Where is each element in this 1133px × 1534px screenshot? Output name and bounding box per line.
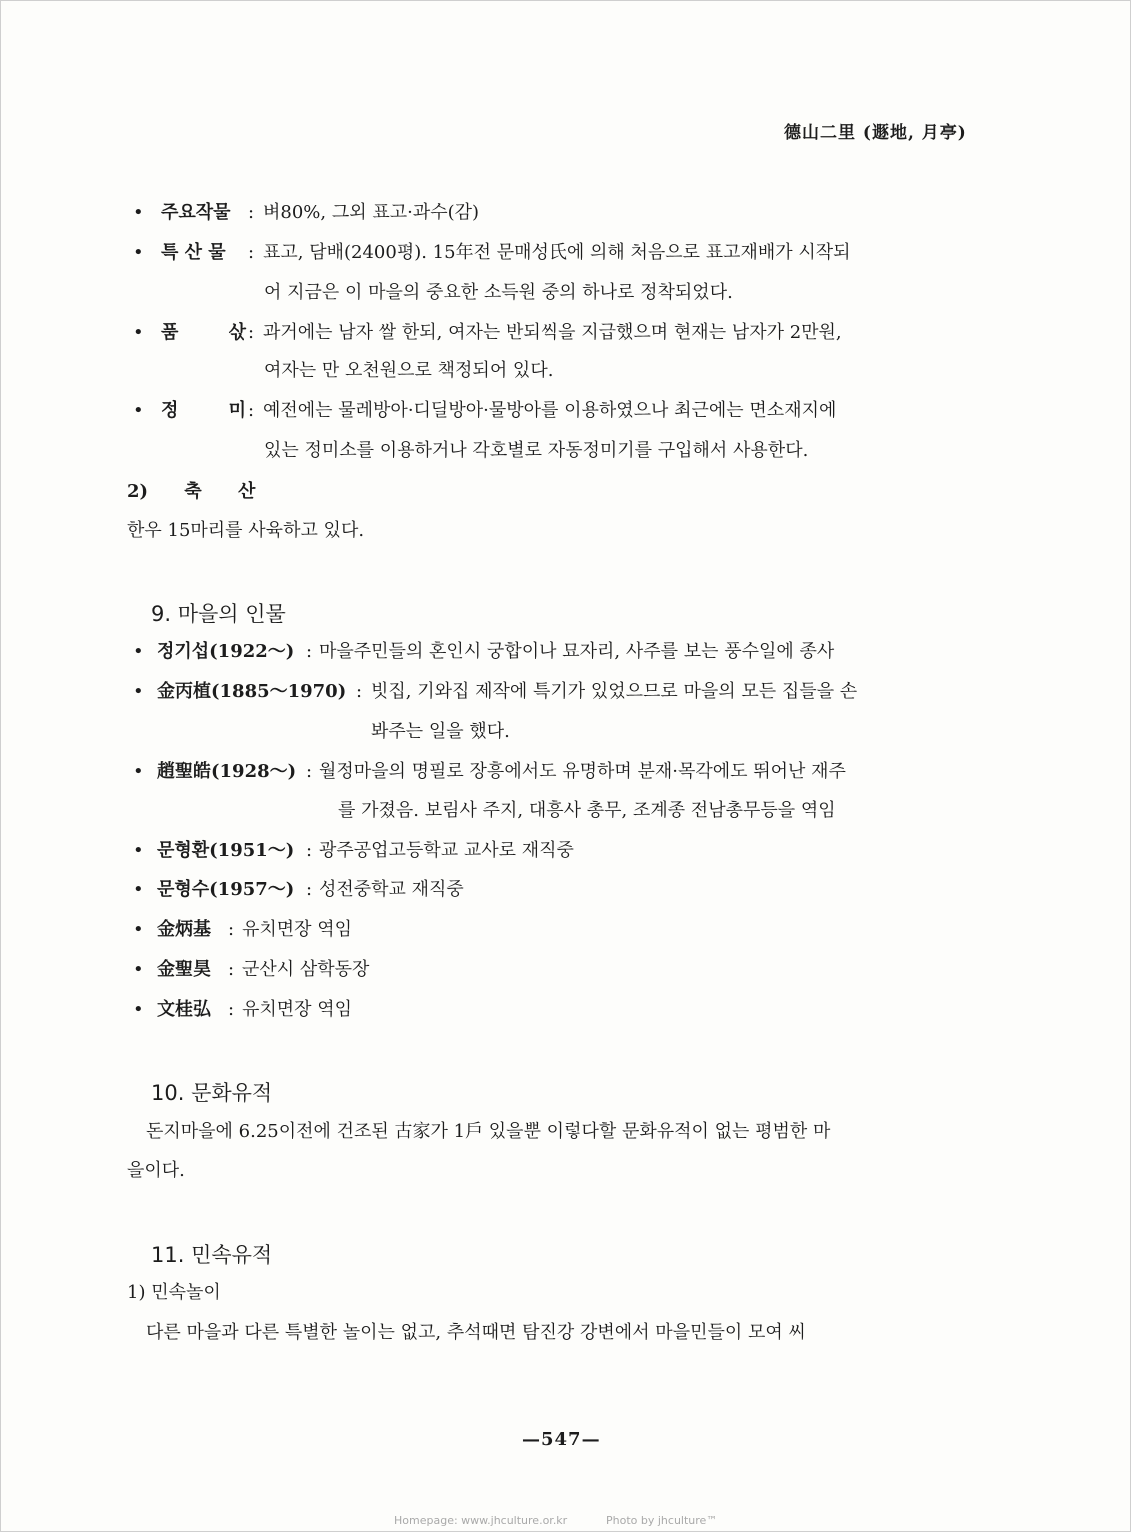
person-colon: : bbox=[306, 761, 313, 782]
crop-label: 품 삯 bbox=[161, 322, 247, 343]
crop-label: 정 미 bbox=[161, 400, 247, 421]
section-heading: 11. 민속유적 bbox=[151, 1243, 273, 1267]
bullet-icon: • bbox=[133, 400, 144, 421]
person-text: 유치면장 역임 bbox=[242, 919, 353, 940]
crop-label: 주요작물 bbox=[161, 202, 231, 223]
person-colon: : bbox=[306, 840, 313, 861]
paragraph: 한우 15마리를 사육하고 있다. bbox=[127, 520, 365, 541]
section-heading: 9. 마을의 인물 bbox=[151, 602, 286, 626]
bullet-icon: • bbox=[133, 999, 144, 1020]
person-text: 유치면장 역임 bbox=[242, 999, 353, 1020]
bullet-icon: • bbox=[133, 641, 144, 662]
bullet-icon: • bbox=[133, 840, 144, 861]
person-colon: : bbox=[228, 959, 235, 980]
bullet-icon: • bbox=[133, 202, 144, 223]
crop-text-cont: 있는 정미소를 이용하거나 각호별로 자동정미기를 구입해서 사용한다. bbox=[264, 440, 809, 461]
paragraph: 다른 마을과 다른 특별한 놀이는 없고, 추석때면 탐진강 강변에서 마을민들이 모여 씨 bbox=[146, 1322, 806, 1343]
person-text: 성전중학교 재직중 bbox=[319, 879, 464, 900]
bullet-icon: • bbox=[133, 879, 144, 900]
bullet-icon: • bbox=[133, 761, 144, 782]
page-number: —547— bbox=[522, 1429, 601, 1450]
person-text: 군산시 삼학동장 bbox=[242, 959, 370, 980]
footer-photo-credit: Photo by jhculture™ bbox=[606, 1514, 718, 1527]
person-name: 金炳基 bbox=[157, 919, 211, 940]
person-name: 趙聖皓(1928～) bbox=[157, 761, 297, 782]
person-text-cont: 봐주는 일을 했다. bbox=[371, 721, 510, 742]
person-name: 金聖昊 bbox=[157, 959, 211, 980]
bullet-icon: • bbox=[133, 959, 144, 980]
bullet-icon: • bbox=[133, 322, 144, 343]
person-name: 정기섭(1922～) bbox=[157, 641, 295, 662]
crop-colon: : bbox=[248, 242, 255, 263]
person-colon: : bbox=[306, 641, 313, 662]
person-name: 文桂弘 bbox=[157, 999, 211, 1020]
crop-text-cont: 어 지금은 이 마을의 중요한 소득원 중의 하나로 정착되었다. bbox=[264, 282, 733, 303]
bullet-icon: • bbox=[133, 681, 144, 702]
crop-label: 특 산 물 bbox=[161, 242, 226, 263]
crop-text: 표고, 담배(2400평). 15年전 문매성氏에 의해 처음으로 표고재배가 시작되 bbox=[263, 242, 851, 263]
person-colon: : bbox=[228, 919, 235, 940]
footer-homepage: Homepage: www.jhculture.or.kr bbox=[394, 1514, 568, 1527]
section-subheading: 2) 축 산 bbox=[127, 481, 256, 502]
page-header: 德山二里 (遯地, 月亭) bbox=[784, 123, 967, 143]
person-text: 빗집, 기와집 제작에 특기가 있었으므로 마을의 모든 집들을 손 bbox=[371, 681, 858, 702]
bullet-icon: • bbox=[133, 919, 144, 940]
section-heading: 10. 문화유적 bbox=[151, 1081, 273, 1105]
section-subheading: 1) 민속놀이 bbox=[127, 1282, 221, 1303]
person-text-cont: 를 가졌음. 보림사 주지, 대흥사 총무, 조계종 전남총무등을 역임 bbox=[338, 800, 836, 821]
person-name: 문형환(1951～) bbox=[157, 840, 295, 861]
person-name: 문형수(1957～) bbox=[157, 879, 295, 900]
person-colon: : bbox=[306, 879, 313, 900]
person-colon: : bbox=[228, 999, 235, 1020]
bullet-icon: • bbox=[133, 242, 144, 263]
person-name: 金丙植(1885～1970) bbox=[157, 681, 347, 702]
person-text: 광주공업고등학교 교사로 재직중 bbox=[319, 840, 574, 861]
crop-text-cont: 여자는 만 오천원으로 책정되어 있다. bbox=[264, 360, 554, 381]
crop-text: 벼80%, 그외 표고·과수(감) bbox=[263, 202, 480, 223]
crop-text: 예전에는 물레방아·디딜방아·물방아를 이용하였으나 최근에는 면소재지에 bbox=[263, 400, 837, 421]
person-colon: : bbox=[356, 681, 363, 702]
crop-text: 과거에는 남자 쌀 한되, 여자는 반되씩을 지급했으며 현재는 남자가 2만원, bbox=[263, 322, 842, 343]
crop-colon: : bbox=[248, 400, 255, 421]
person-text: 월정마을의 명필로 장흥에서도 유명하며 분재·목각에도 뛰어난 재주 bbox=[319, 761, 846, 782]
crop-colon: : bbox=[248, 322, 255, 343]
paragraph-cont: 을이다. bbox=[127, 1160, 185, 1181]
person-text: 마을주민들의 혼인시 궁합이나 묘자리, 사주를 보는 풍수일에 종사 bbox=[319, 641, 835, 662]
paragraph: 돈지마을에 6.25이전에 건조된 古家가 1戶 있을뿐 이렇다할 문화유적이 없는 평범한 마 bbox=[146, 1121, 831, 1142]
crop-colon: : bbox=[248, 202, 255, 223]
